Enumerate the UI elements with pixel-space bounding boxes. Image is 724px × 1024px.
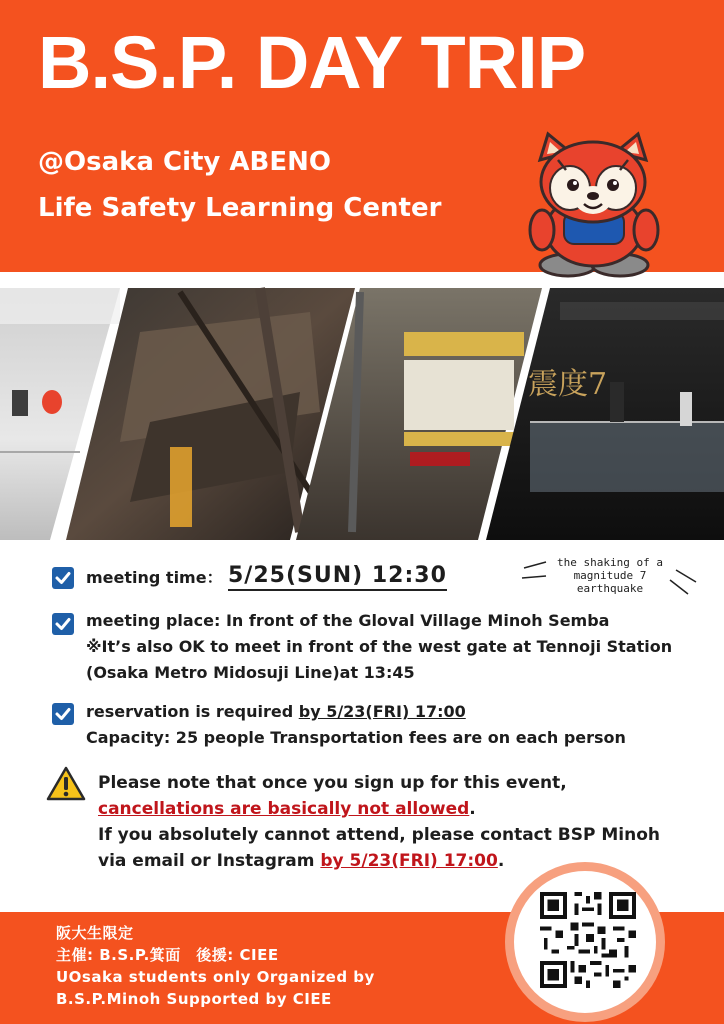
venue-line-2: Life Safety Learning Center [38, 193, 442, 223]
warning-line-1: Please note that once you sign up for this event, [98, 773, 567, 793]
reservation-checkbox-icon [52, 703, 74, 725]
warning-icon [46, 766, 86, 802]
reservation-deadline: by 5/23(FRI) 17:00 [298, 702, 466, 721]
contact-deadline: by 5/23(FRI) 17:00 [320, 851, 498, 871]
photo-collage [0, 272, 724, 552]
event-title: B.S.P. DAY TRIP [38, 21, 586, 104]
shindo-sign: 震度7 [528, 367, 608, 402]
note-line-1: the shaking of a [557, 556, 663, 569]
footer-line-3: UOsaka students only Organized by [56, 968, 375, 986]
meeting-time-label: meeting time： [86, 568, 223, 587]
header-banner [0, 0, 724, 272]
meeting-time-value [228, 559, 447, 594]
venue-line-1: @Osaka City ABENO [38, 147, 331, 177]
meeting-place-line-2: ※It’s also OK to meet in front of the west gate at Tennoji Station [86, 637, 673, 656]
reservation-line [86, 699, 466, 725]
qr-code-icon[interactable] [540, 892, 636, 988]
shake-lines-icon [520, 556, 700, 600]
capacity-line: Capacity: 25 people Transportation fees are on each person [86, 728, 626, 747]
note-line-3: earthquake [576, 582, 644, 595]
meeting-time-date: 5/25(SUN) 12:30 [228, 563, 447, 591]
meeting-place-checkbox-icon [52, 613, 74, 635]
warning-line-2 [98, 796, 476, 822]
warning-line-2-end: . [469, 799, 476, 819]
footer-line-2: 主催: B.S.P.箕面 後援: CIEE [56, 946, 279, 964]
meeting-time-checkbox-icon [52, 567, 74, 589]
warning-line-4 [98, 848, 504, 874]
note-line-2: magnitude 7 [573, 569, 647, 582]
meeting-place-line-3: (Osaka Metro Midosuji Line)at 13:45 [86, 663, 415, 682]
cancellation-policy: cancellations are basically not allowed [98, 799, 470, 819]
earthquake-note [520, 556, 700, 600]
warning-line-3: If you absolutely cannot attend, please contact BSP Minoh [98, 825, 661, 845]
warning-line-4-end: . [497, 851, 505, 871]
reservation-prefix: reservation is required [86, 702, 299, 721]
footer-line-4: B.S.P.Minoh Supported by CIEE [56, 990, 332, 1008]
photo-collage-graphic [0, 272, 724, 552]
meeting-place-line-1: meeting place: In front of the Gloval Village Minoh Semba [86, 611, 610, 630]
red-panda-mascot-icon [518, 130, 668, 278]
warning-line-4-prefix: via email or Instagram [98, 851, 321, 871]
footer-line-1: 阪大生限定 [56, 924, 134, 942]
